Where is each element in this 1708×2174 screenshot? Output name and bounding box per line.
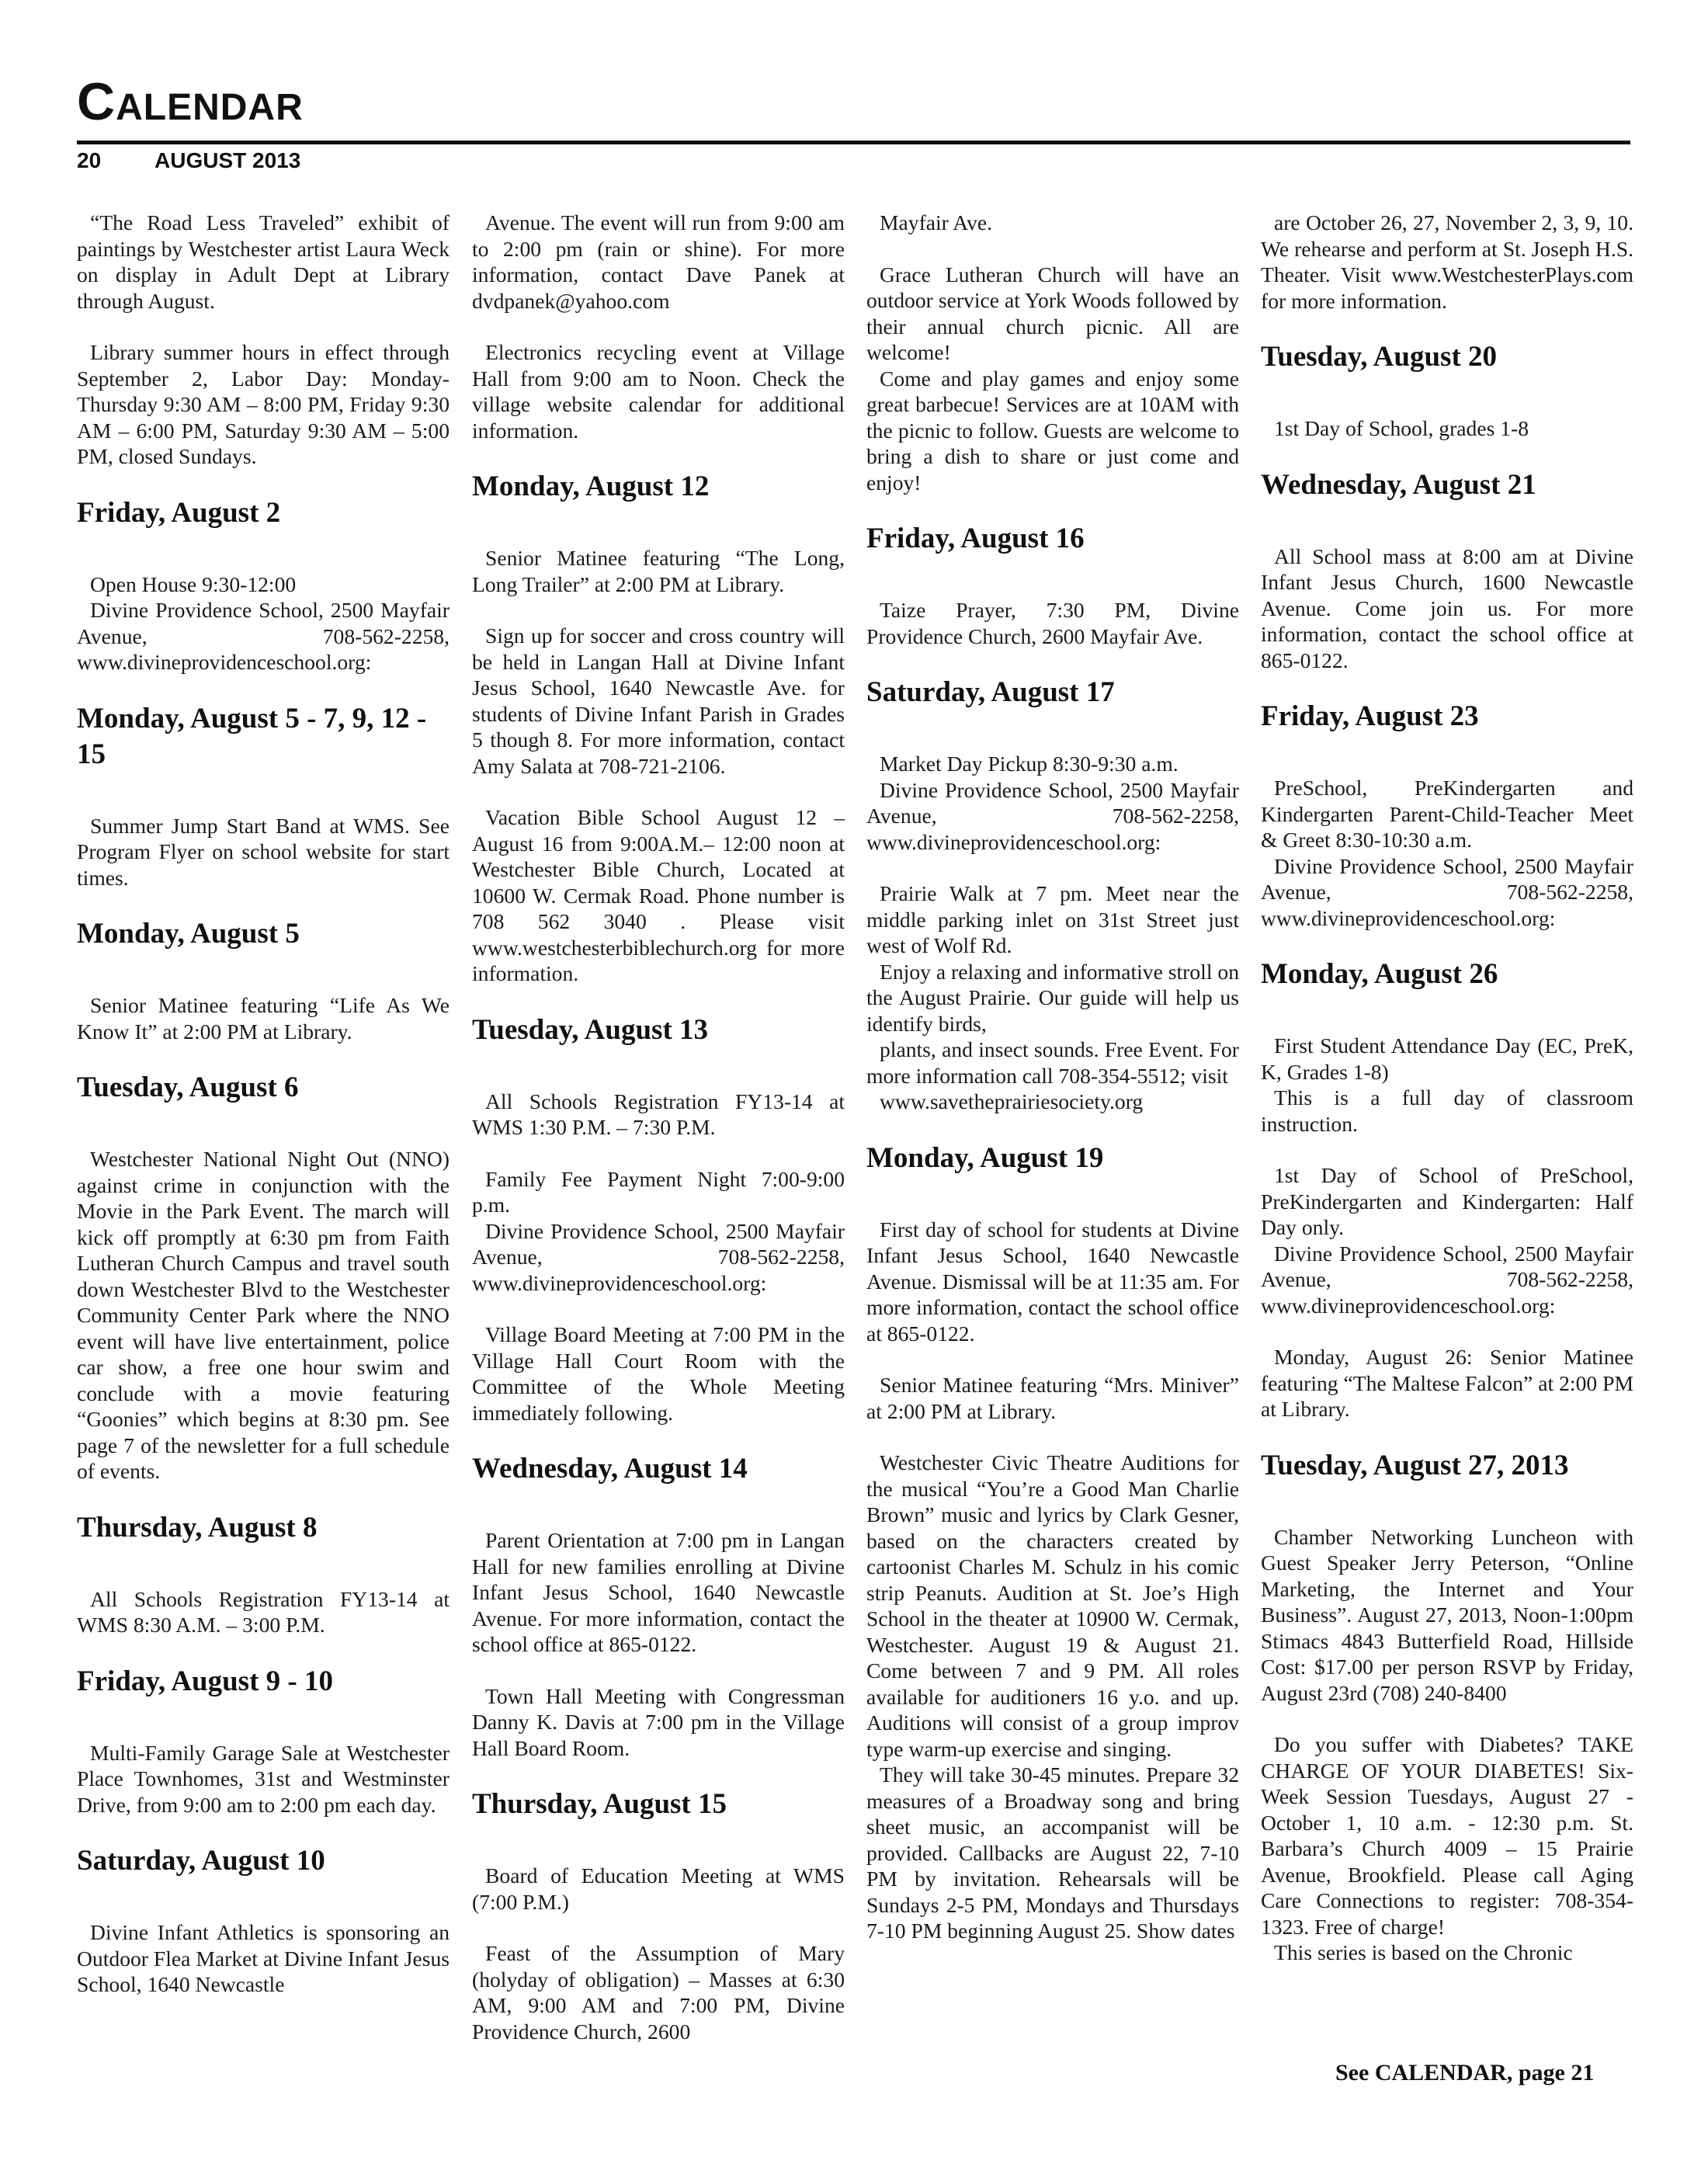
date-heading: Monday, August 5 - 7, 9, 12 - 15 bbox=[77, 702, 427, 770]
page-number: 20 bbox=[77, 148, 102, 172]
event-text: Vacation Bible School August 12 – August 16 from 9:00A.M.– 12:00 noon at Westchester Bible Church, Located at 10600 W. Cermak Road. Phone number is 708 562 3040 . Please visit www.westchesterbiblechurch.org for more information. bbox=[472, 805, 845, 985]
event-text: Senior Matinee featuring “The Long, Long Trailer” at 2:00 PM at Library. bbox=[472, 546, 845, 596]
event-text: Divine Providence School, 2500 Mayfair Avenue, 708-562-2258, www.divineprovidenceschool.org: bbox=[1261, 853, 1633, 930]
event-text: www.savetheprairiesociety.org bbox=[880, 1089, 1144, 1113]
event-text: plants, and insect sounds. Free Event. For more information call 708-354-5512; visit bbox=[866, 1037, 1239, 1088]
event-text: Market Day Pickup 8:30-9:30 a.m. bbox=[880, 752, 1179, 776]
event-text: All Schools Registration FY13-14 at WMS 8:30 A.M. – 3:00 P.M. bbox=[77, 1586, 450, 1637]
section-title: Calendar bbox=[77, 72, 304, 131]
event-text: First day of school for students at Divine Infant Jesus School, 1640 Newcastle Avenue. Dismissal will be at 11:35 am. For more information, contact the school office at 865-0122. bbox=[866, 1217, 1239, 1346]
folio bbox=[77, 148, 300, 173]
date-heading: Friday, August 9 - 10 bbox=[77, 1665, 333, 1697]
event-text: 1st Day of School, grades 1-8 bbox=[1274, 416, 1529, 440]
date-heading: Saturday, August 17 bbox=[866, 676, 1115, 708]
event-text: Divine Providence School, 2500 Mayfair Avenue, 708-562-2258, www.divineprovidenceschool.org: bbox=[1261, 1241, 1633, 1318]
event-text: Divine Providence School, 2500 Mayfair Avenue, 708-562-2258, www.divineprovidenceschool.org: bbox=[77, 598, 450, 674]
continued-on-link: See CALENDAR, page 21 bbox=[1335, 2060, 1595, 2085]
event-text: 1st Day of School of PreSchool, PreKindergarten and Kindergarten: Half Day only. bbox=[1261, 1163, 1633, 1239]
event-text: Family Fee Payment Night 7:00-9:00 p.m. bbox=[472, 1166, 845, 1217]
date-heading: Monday, August 19 bbox=[866, 1141, 1104, 1174]
event-text: Parent Orientation at 7:00 pm in Langan Hall for new families enrolling at Divine Infant Jesus School, 1640 Newcastle Avenue. For more information, contact the school office at 865-0122. bbox=[472, 1528, 845, 1656]
event-text: Board of Education Meeting at WMS (7:00 P.M.) bbox=[472, 1863, 845, 1914]
event-text: Sign up for soccer and cross country will be held in Langan Hall at Divine Infant Jesus School, 1640 Newcastle Ave. for students of Divine Infant Parish in Grades 5 though 8. For more information, contact Amy Salata at 708-721-2106. bbox=[472, 623, 845, 778]
event-text: Summer Jump Start Band at WMS. See Program Flyer on school website for start times. bbox=[77, 813, 450, 890]
date-heading: Friday, August 16 bbox=[866, 523, 1085, 554]
event-text: Avenue. The event will run from 9:00 am to 2:00 pm (rain or shine). For more information, contact Dave Panek at dvdpanek@yahoo.com bbox=[472, 210, 845, 313]
date-heading: Monday, August 12 bbox=[472, 471, 710, 502]
date-heading: Thursday, August 15 bbox=[472, 1788, 727, 1820]
event-text: Senior Matinee featuring “Mrs. Miniver” at 2:00 PM at Library. bbox=[866, 1373, 1239, 1423]
event-text: Divine Providence School, 2500 Mayfair Avenue, 708-562-2258, www.divineprovidenceschool.org: bbox=[866, 777, 1239, 854]
date-heading: Saturday, August 10 bbox=[77, 1845, 325, 1877]
column-1 bbox=[77, 210, 450, 2023]
event-text: Senior Matinee featuring “Life As We Know It” at 2:00 PM at Library. bbox=[77, 993, 450, 1044]
event-text: Chamber Networking Luncheon with Guest Speaker Jerry Peterson, “Online Marketing, the Internet and Your Business”. August 27, 2013, Noon-1:00pm Stimacs 4843 Butterfield Road, Hillside Cost: $17.00 per person RSVP by Friday, August 23rd (708) 240-8400 bbox=[1261, 1524, 1633, 1705]
event-text: Enjoy a relaxing and informative stroll on the August Prairie. Our guide will help us identify birds, bbox=[866, 959, 1239, 1036]
event-text: This is a full day of classroom instruction. bbox=[1261, 1085, 1633, 1136]
event-text: Westchester Civic Theatre Auditions for the musical “You’re a Good Man Charlie Brown” music and lyrics by Clark Gesner, based on the characters created by cartoonist Charles M. Schulz in his comic strip Peanuts. Audition at St. Joe’s High School in the theater at 10900 W. Cermak, Westchester. August 19 & August 21. Come between 7 and 9 PM. All roles available for auditioners 16 y.o. and up. Auditions will consist of a group improv type warm-up exercise and singing. bbox=[866, 1450, 1239, 1761]
event-text: Library summer hours in effect through September 2, Labor Day: Monday-Thursday 9:30 AM – 8:00 PM, Friday 9:30 AM – 6:00 PM, Saturday 9:30 AM – 5:00 PM, closed Sundays. bbox=[77, 340, 450, 468]
event-text: Prairie Walk at 7 pm. Meet near the middle parking inlet on 31st Street just west of Wolf Rd. bbox=[866, 881, 1239, 957]
date-heading: Friday, August 23 bbox=[1261, 700, 1479, 732]
event-text: This series is based on the Chronic bbox=[1274, 1940, 1573, 1964]
event-text: All Schools Registration FY13-14 at WMS 1:30 P.M. – 7:30 P.M. bbox=[472, 1089, 845, 1139]
event-text: Taize Prayer, 7:30 PM, Divine Providence Church, 2600 Mayfair Ave. bbox=[866, 598, 1239, 648]
date-heading: Tuesday, August 27, 2013 bbox=[1261, 1449, 1569, 1481]
event-text: Grace Lutheran Church will have an outdoor service at York Woods followed by their annual church picnic. All are welcome! bbox=[866, 262, 1239, 364]
date-heading: Monday, August 5 bbox=[77, 918, 300, 950]
date-heading: Tuesday, August 6 bbox=[77, 1071, 299, 1103]
event-text: Town Hall Meeting with Congressman Danny K. Davis at 7:00 pm in the Village Hall Board Room. bbox=[472, 1683, 845, 1760]
column-4 bbox=[1261, 210, 1633, 1992]
date-heading: Tuesday, August 20 bbox=[1261, 341, 1498, 373]
issue-date: AUGUST 2013 bbox=[154, 148, 301, 172]
event-text: Feast of the Assumption of Mary (holyday of obligation) – Masses at 6:30 AM, 9:00 AM and 7:00 PM, Divine Providence Church, 2600 bbox=[472, 1941, 845, 2044]
event-text: Village Board Meeting at 7:00 PM in the Village Hall Court Room with the Committee of the Whole Meeting immediately following. bbox=[472, 1322, 845, 1425]
column-2 bbox=[472, 210, 845, 2070]
event-text: Open House 9:30-12:00 bbox=[90, 571, 297, 596]
event-text: Do you suffer with Diabetes? TAKE CHARGE OF YOUR DIABETES! Six-Week Session Tuesdays, August 27 - October 1, 10 a.m. - 12:30 p.m. St. Barbara’s Church 4009 – 15 Prairie Avenue, Brookfield. Please call Aging Care Connections to register: 708-354-1323. Free of charge! bbox=[1261, 1732, 1633, 1939]
event-text: are October 26, 27, November 2, 3, 9, 10. We rehearse and perform at St. Joseph H.S. Theater. Visit www.WestchesterPlays.com for more information. bbox=[1261, 210, 1633, 313]
header-rule bbox=[77, 141, 1630, 144]
event-text: Divine Providence School, 2500 Mayfair Avenue, 708-562-2258, www.divineprovidenceschool.org: bbox=[472, 1218, 845, 1295]
event-text: They will take 30-45 minutes. Prepare 32 measures of a Broadway song and bring sheet music, an accompanist will be provided. Callbacks are August 22, 7-10 PM by invitation. Rehearsals will be Sundays 2-5 PM, Mondays and Thursdays 7-10 PM beginning August 25. Show dates bbox=[866, 1762, 1239, 1943]
event-text: PreSchool, PreKindergarten and Kindergarten Parent-Child-Teacher Meet & Greet 8:30-10:30 a.m. bbox=[1261, 776, 1633, 852]
date-heading: Thursday, August 8 bbox=[77, 1511, 318, 1544]
column-3 bbox=[866, 210, 1239, 1970]
date-heading: Wednesday, August 21 bbox=[1261, 468, 1536, 501]
event-text: Multi-Family Garage Sale at Westchester Place Townhomes, 31st and Westminster Drive, from 9:00 am to 2:00 pm each day. bbox=[77, 1740, 450, 1817]
event-text: Come and play games and enjoy some great barbecue! Services are at 10AM with the picnic to follow. Guests are welcome to bring a dish to share or just come and enjoy! bbox=[866, 366, 1239, 495]
date-heading: Monday, August 26 bbox=[1261, 958, 1498, 990]
event-text: Electronics recycling event at Village Hall from 9:00 am to Noon. Check the village website calendar for additional information. bbox=[472, 340, 845, 443]
date-heading: Wednesday, August 14 bbox=[472, 1453, 748, 1485]
date-heading: Friday, August 2 bbox=[77, 496, 281, 529]
event-text: Mayfair Ave. bbox=[880, 210, 993, 234]
date-heading: Tuesday, August 13 bbox=[472, 1013, 709, 1046]
event-text: Monday, August 26: Senior Matinee featuring “The Maltese Falcon” at 2:00 PM at Library. bbox=[1261, 1345, 1633, 1421]
event-text: Divine Infant Athletics is sponsoring an Outdoor Flea Market at Divine Infant Jesus School, 1640 Newcastle bbox=[77, 1920, 450, 1996]
event-text: All School mass at 8:00 am at Divine Infant Jesus Church, 1600 Newcastle Avenue. Come join us. For more information, contact the school office at 865-0122. bbox=[1261, 544, 1633, 672]
event-text: Westchester National Night Out (NNO) against crime in conjunction with the Movie in the Park Event. The march will kick off promptly at 6:30 pm from Faith Lutheran Church Campus and travel south down Westchester Blvd to the Westchester Community Center Park where the NNO event will have live entertainment, police car show, a free one hour swim and conclude with a movie featuring “Goonies” which begins at 8:30 pm. See page 7 of the newsletter for a full schedule of events. bbox=[77, 1147, 450, 1483]
event-text: First Student Attendance Day (EC, PreK, K, Grades 1-8) bbox=[1261, 1033, 1633, 1084]
event-text: “The Road Less Traveled” exhibit of paintings by Westchester artist Laura Weck on display in Adult Dept at Library through August. bbox=[77, 210, 450, 313]
